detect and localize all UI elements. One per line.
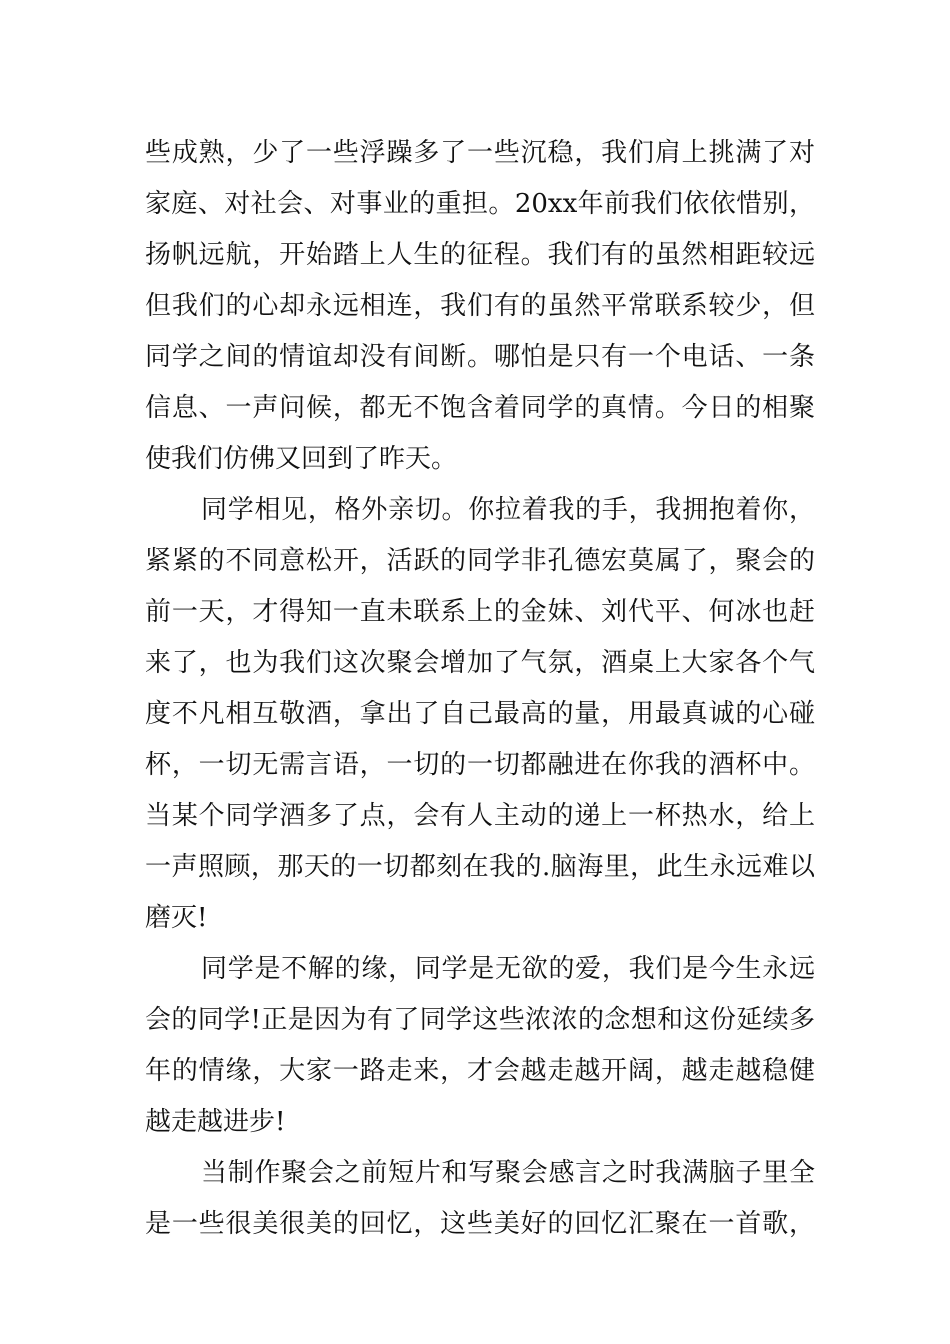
text-line: 磨灭! [145,903,208,933]
text-line: 来了，也为我们这次聚会增加了气氛，酒桌上大家各个气 [145,648,815,678]
text-line: 年的情缘，大家一路走来，才会越走越开阔，越走越稳健 [145,1056,815,1086]
text-line: 当某个同学酒多了点，会有人主动的递上一杯热水，给上 [145,801,815,831]
text-line: 越走越进步! [145,1107,286,1137]
paragraph-4 [145,1148,815,1250]
text-line: 同学相见，格外亲切。你拉着我的手，我拥抱着你， [201,495,815,525]
text-line: 一声照顾，那天的一切都刻在我的.脑海里，此生永远难以 [145,852,815,882]
body-text [145,128,815,1250]
text-line: 同学是不解的缘，同学是无欲的爱，我们是今生永远 [201,954,815,984]
text-line: 紧紧的不同意松开，活跃的同学非孔德宏莫属了，聚会的 [145,546,815,576]
text-line: 前一天，才得知一直未联系上的金妹、刘代平、何冰也赶 [145,597,815,627]
text-line: 家庭、对社会、对事业的重担。20xx年前我们依依惜别， [145,189,815,219]
text-line: 信息、一声问候，都无不饱含着同学的真情。今日的相聚 [145,393,815,423]
text-line: 但我们的心却永远相连，我们有的虽然平常联系较少，但 [145,291,815,321]
text-line: 杯，一切无需言语，一切的一切都融进在你我的酒杯中。 [145,750,815,780]
paragraph-3 [145,944,815,1148]
text-line: 会的同学!正是因为有了同学这些浓浓的念想和这份延续多 [145,1005,815,1035]
paragraph-2 [145,485,815,944]
paragraph-1 [145,128,815,485]
text-line: 些成熟，少了一些浮躁多了一些沉稳，我们肩上挑满了对 [145,138,815,168]
text-line: 扬帆远航，开始踏上人生的征程。我们有的虽然相距较远 [145,240,815,270]
text-line: 是一些很美很美的回忆，这些美好的回忆汇聚在一首歌， [145,1209,815,1239]
text-line: 同学之间的情谊却没有间断。哪怕是只有一个电话、一条 [145,342,815,372]
text-line: 度不凡相互敬酒，拿出了自己最高的量，用最真诚的心碰 [145,699,815,729]
text-line: 当制作聚会之前短片和写聚会感言之时我满脑子里全 [201,1158,815,1188]
text-line: 使我们仿佛又回到了昨天。 [145,444,458,474]
